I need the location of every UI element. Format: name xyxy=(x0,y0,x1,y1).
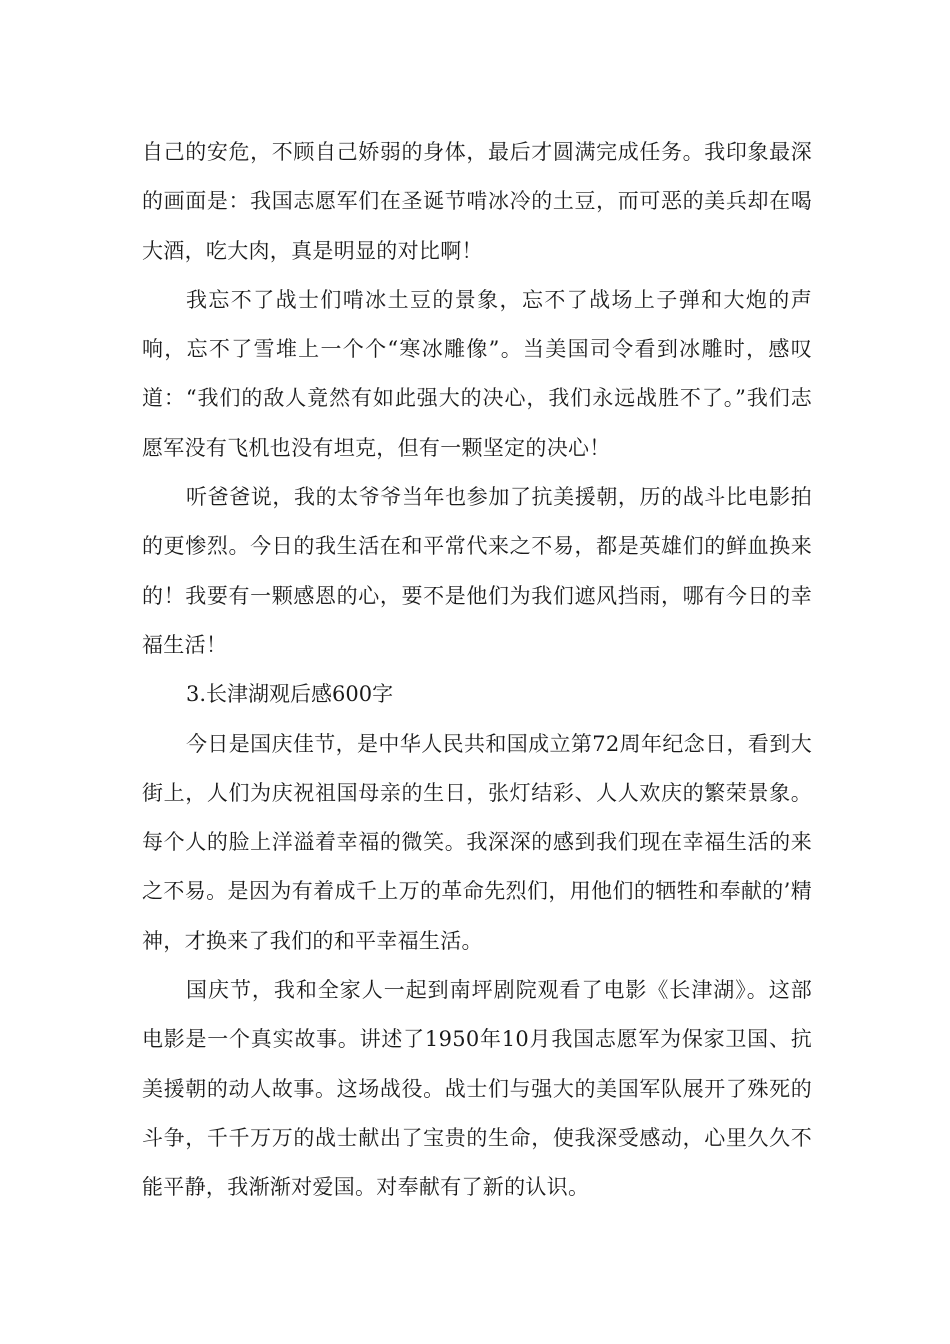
paragraph-4: 今日是国庆佳节，是中华人民共和国成立第72周年纪念日，看到大街上，人们为庆祝祖国母亲的生日，张灯结彩、人人欢庆的繁荣景象。每个人的脸上洋溢着幸福的微笑。我深深的感到我们现在幸福生活的来之不易。是因为有着成千上万的革命先烈们，用他们的牺牲和奉献的’精神，才换来了我们的和平幸福生活。 xyxy=(142,731,812,953)
paragraph-3: 听爸爸说，我的太爷爷当年也参加了抗美援朝，历的战斗比电影拍的更惨烈。今日的我生活在和平常代来之不易，都是英雄们的鲜血换来的！我要有一颗感恩的心，要不是他们为我们遮风挡雨，哪有今日的幸福生活！ xyxy=(142,485,812,657)
paragraph-5: 国庆节，我和全家人一起到南坪剧院观看了电影《长津湖》。这部电影是一个真实故事。讲述了1950年10月我国志愿军为保家卫国、抗美援朝的动人故事。这场战役。战士们与强大的美国军队展开了殊死的斗争，千千万万的战士献出了宝贵的生命，使我深受感动，心里久久不能平静，我渐渐对爱国。对奉献有了新的认识。 xyxy=(142,978,812,1200)
section-heading: 3.长津湖观后感600字 xyxy=(186,682,394,707)
paragraph-2: 我忘不了战士们啃冰土豆的景象，忘不了战场上子弹和大炮的声响，忘不了雪堆上一个个“寒冰雕像”。当美国司令看到冰雕时，感叹道：“我们的敌人竟然有如此强大的决心，我们永远战胜不了。”我们志愿军没有飞机也没有坦克，但有一颗坚定的决心！ xyxy=(142,287,812,460)
paragraph-1: 自己的安危，不顾自己娇弱的身体，最后才圆满完成任务。我印象最深的画面是：我国志愿军们在圣诞节啃冰冷的土豆，而可恶的美兵却在喝大酒，吃大肉，真是明显的对比啊！ xyxy=(142,140,812,263)
document-body xyxy=(142,128,812,1213)
